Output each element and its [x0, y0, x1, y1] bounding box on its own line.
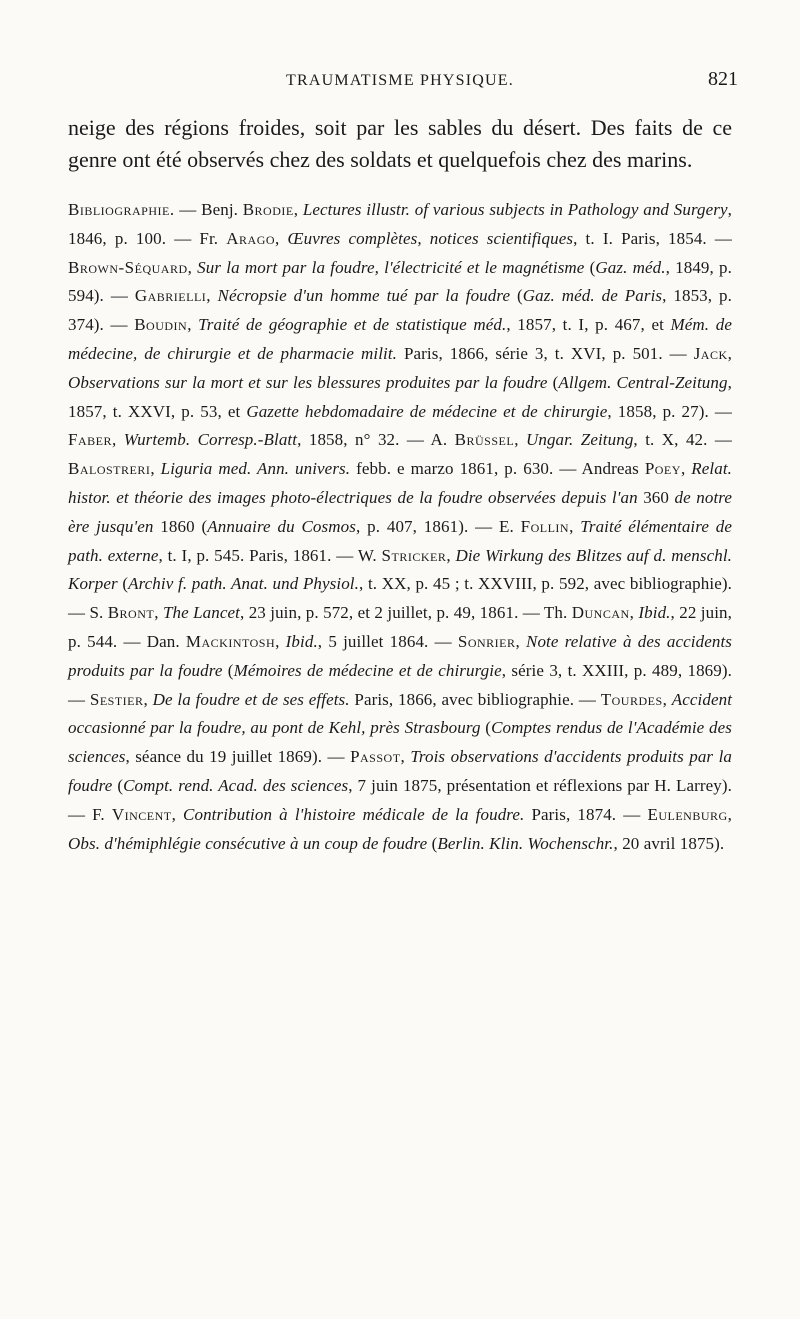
author-name: Brüssel	[454, 430, 515, 450]
work-title: Die Wirkung des Blitzes auf d. menschl. Korper	[68, 545, 733, 594]
intro-paragraph: neige des régions froides, soit par les sables du désert. Des faits de ce genre ont été observés chez des soldats et quelquefois chez des marins.	[68, 115, 732, 172]
author-name: Faber	[68, 430, 112, 450]
work-title: Annuaire du Cosmos	[207, 516, 356, 536]
author-name: Brodie	[242, 200, 294, 219]
work-title: Relat. histor. et théorie des images photo-électriques de la foudre observées depuis l'an	[68, 459, 732, 507]
work-title: de notre ère jusqu'en	[68, 487, 733, 536]
text-segment: Paris, 1874. —	[524, 804, 648, 824]
work-title: Archiv f. path. Anat. und Physiol.	[128, 574, 359, 594]
text-segment: , 1846, p. 100. — Fr.	[68, 200, 733, 248]
work-title: Lectures illustr. of various subjects in Pathology and Surgery	[302, 200, 728, 219]
bibliography-paragraph: Bibliographie. — Benj. Brodie, Lectures illustr. of various subjects in Pathology and Surgery, 1846, p. 100. — Fr. Arago, Œuvres complètes, notices scientifiques, t. I. Paris, 1854. — Brown-Séquard, Sur la mort par la foudre, l'électricité et le magnétisme (Gaz. méd., 1849, p. 594). — Gabrielli, Nécropsie d'un homme tué par la foudre (Gaz. méd. de Paris, 1853, p. 374). — Boudin, Traité de géographie et de statistique méd., 1857, t. I, p. 467, et Mém. de médecine, de chirurgie et de pharmacie milit. Paris, 1866, série 3, t. XVI, p. 501. — Jack, Observations sur la mort et sur les blessures produites par la foudre (Allgem. Central-Zeitung, 1857, t. XXVI, p. 53, et Gazette hebdomadaire de médecine et de chirurgie, 1858, p. 27). — Faber, Wurtemb. Corresp.-Blatt, 1858, n° 32. — A. Brüssel, Ungar. Zeitung, t. X, 42. — Balostreri, Liguria med. Ann. univers. febb. e marzo 1861, p. 630. — Andreas Poey, Relat. histor. et théorie des images photo-électriques de la foudre observées depuis l'an 360 de notre ère jusqu'en 1860 (Annuaire du Cosmos, p. 407, 1861). — E. Follin, Traité élémentaire de path. externe, t. I, p. 545. Paris, 1861. — W. Stricker, Die Wirkung des Blitzes auf d. menschl. Korper (Archiv f. path. Anat. und Physiol., t. XX, p. 45 ; t. XXVIII, p. 592, avec bibliographie). — S. Bront, The Lancet, 23 juin, p. 572, et 2 juillet, p. 49, 1861. — Th. Duncan, Ibid., 22 juin, p. 544. — Dan. Mackintosh, Ibid., 5 juillet 1864. — Sonrier, Note relative à des accidents produits par la foudre (Mémoires de médecine et de chirurgie, série 3, t. XXIII, p. 489, 1869). — Sestier, De la foudre et de ses effets. Paris, 1866, avec bibliographie. — Tourdes, Accident occasionné par la foudre, au pont de Kehl, près Strasbourg (Comptes rendus de l'Académie des sciences, séance du 19 juillet 1869). — Passot, Trois observations d'accidents produits par la foudre (Compt. rend. Acad. des sciences, 7 juin 1875, présentation et réflexions par H. Larrey). — F. Vincent, Contribution à l'histoire médicale de la foudre. Paris, 1874. — Eulenburg, Obs. d'hémiphlégie consécutive à un coup de foudre (Berlin. Klin. Wochenschr., 20 avril 1875).	[68, 200, 733, 853]
work-title: Ibid.	[638, 603, 671, 623]
author-name: Vincent	[111, 804, 172, 824]
work-title: Traité de géographie et de statistique méd.	[198, 315, 507, 335]
work-title: Liguria med. Ann. univers.	[160, 459, 351, 479]
text-segment: , t. XX, p. 45 ; t. XXVIII, p. 592, avec bibliographie). — S.	[68, 574, 732, 623]
author-name: Follin	[520, 516, 570, 536]
text-segment: , 1858, n° 32. — A.	[297, 430, 455, 450]
work-title: Gazette hebdomadaire de médecine et de chirurgie	[246, 401, 608, 421]
text-segment: (	[117, 574, 129, 594]
text-segment: , 1857, t. I, p. 467, et	[506, 315, 671, 335]
work-title: Observations sur la mort et sur les blessures produites par la foudre	[68, 372, 548, 392]
text-segment: , série 3, t. XXIII, p. 489, 1869). —	[68, 660, 732, 709]
text-segment: (	[427, 833, 438, 853]
text-segment: , 1858, p. 27). —	[607, 401, 732, 421]
running-head	[0, 66, 800, 96]
work-title: Mémoires de médecine et de chirurgie	[233, 660, 502, 680]
text-segment: (	[112, 775, 124, 795]
author-name: Arago	[226, 228, 276, 248]
work-title: Mém. de médecine, de chirurgie et de pharmacie milit.	[68, 315, 732, 363]
work-title: Wurtemb. Corresp.-Blatt	[123, 430, 298, 450]
text-segment: Paris, 1866, avec bibliographie. —	[349, 689, 601, 709]
work-title: Gaz. méd. de Paris	[522, 286, 663, 306]
text-segment: , p. 407, 1861). — E.	[355, 516, 521, 536]
text-segment: , 1849, p. 594). —	[68, 257, 733, 306]
text-segment: 360	[637, 487, 675, 507]
running-title: TRAUMATISME PHYSIQUE.	[286, 72, 514, 89]
text-segment: (	[510, 286, 523, 306]
text-segment: , 1853, p. 374). —	[68, 286, 732, 335]
text-segment: , 1857, t. XXVI, p. 53, et	[68, 372, 732, 421]
text-segment: — Benj.	[174, 200, 243, 219]
text-segment: , 7 juin 1875, présentation et réflexions par H. Larrey). — F.	[68, 775, 732, 824]
work-title: The Lancet	[162, 603, 240, 623]
author-name: Jack	[693, 343, 728, 363]
text-segment: , séance du 19 juillet 1869). —	[125, 747, 351, 767]
text-segment: 1860 (	[153, 516, 208, 536]
text-segment: , t. I. Paris, 1854. —	[573, 228, 732, 248]
work-title: Note relative à des accidents produits par la foudre	[68, 631, 732, 680]
author-name: Tourdes	[600, 689, 663, 709]
work-title: Traité élémentaire de path. externe	[68, 516, 733, 565]
bibliography-heading: Bibliographie.	[68, 200, 175, 219]
work-title: Accident occasionné par la foudre, au pont de Kehl, près Strasbourg	[68, 689, 733, 738]
text-segment: , 20 avril 1875).	[613, 833, 725, 853]
text-segment: (	[222, 660, 234, 680]
author-name: Stricker	[381, 545, 447, 565]
work-title: Ibid.	[285, 631, 318, 651]
author-name: Bront	[107, 603, 155, 623]
work-title: De la foudre et de ses effets.	[152, 689, 350, 709]
work-title: Allgem. Central-Zeitung	[558, 372, 728, 392]
author-name: Brown-Séquard	[68, 257, 188, 277]
work-title: Œuvres complètes, notices scientifiques	[287, 228, 574, 248]
text-segment: , 22 juin, p. 544. — Dan.	[68, 603, 732, 651]
author-name: Poey	[644, 459, 681, 479]
text-segment: , 5 juillet 1864. —	[317, 631, 458, 651]
work-title: Compt. rend. Acad. des sciences	[123, 775, 349, 795]
work-title: Sur la mort par la foudre, l'électricité et le magnétisme	[197, 257, 585, 277]
work-title: Nécropsie d'un homme tué par la foudre	[217, 286, 511, 306]
work-title: Ungar. Zeitung	[525, 430, 634, 450]
author-name: Passot	[350, 747, 401, 767]
author-name: Mackintosh	[185, 631, 276, 651]
work-title: Contribution à l'histoire médicale de la foudre.	[183, 804, 525, 824]
text-segment: , t. X, 42. —	[633, 430, 733, 450]
author-name: Duncan	[571, 603, 630, 623]
work-title: Comptes rendus de l'Académie des sciences	[68, 718, 732, 767]
author-name: Boudin	[134, 315, 188, 335]
work-title: Gaz. méd.	[595, 257, 666, 277]
page-number: 821	[708, 68, 738, 90]
work-title: Trois observations d'accidents produits par la foudre	[68, 747, 732, 795]
author-name: Balostreri	[68, 459, 151, 479]
text-segment: (	[584, 257, 596, 277]
author-name: Sestier	[89, 689, 144, 709]
text-segment: febb. e marzo 1861, p. 630. — Andreas	[350, 459, 645, 479]
author-name: Gabrielli	[134, 286, 207, 306]
work-title: Obs. d'hémiphlégie consécutive à un coup de foudre	[68, 833, 428, 853]
work-title: Berlin. Klin. Wochenschr.	[437, 833, 614, 853]
text-segment: (	[480, 718, 492, 738]
author-name: Sonrier	[457, 631, 516, 651]
text-segment: Paris, 1866, série 3, t. XVI, p. 501. —	[397, 343, 694, 363]
text-segment: , 23 juin, p. 572, et 2 juillet, p. 49, 1861. — Th.	[239, 603, 572, 623]
author-name: Eulenburg	[647, 804, 728, 824]
text-segment: , t. I, p. 545. Paris, 1861. — W.	[158, 545, 382, 565]
text-segment: (	[547, 372, 559, 392]
